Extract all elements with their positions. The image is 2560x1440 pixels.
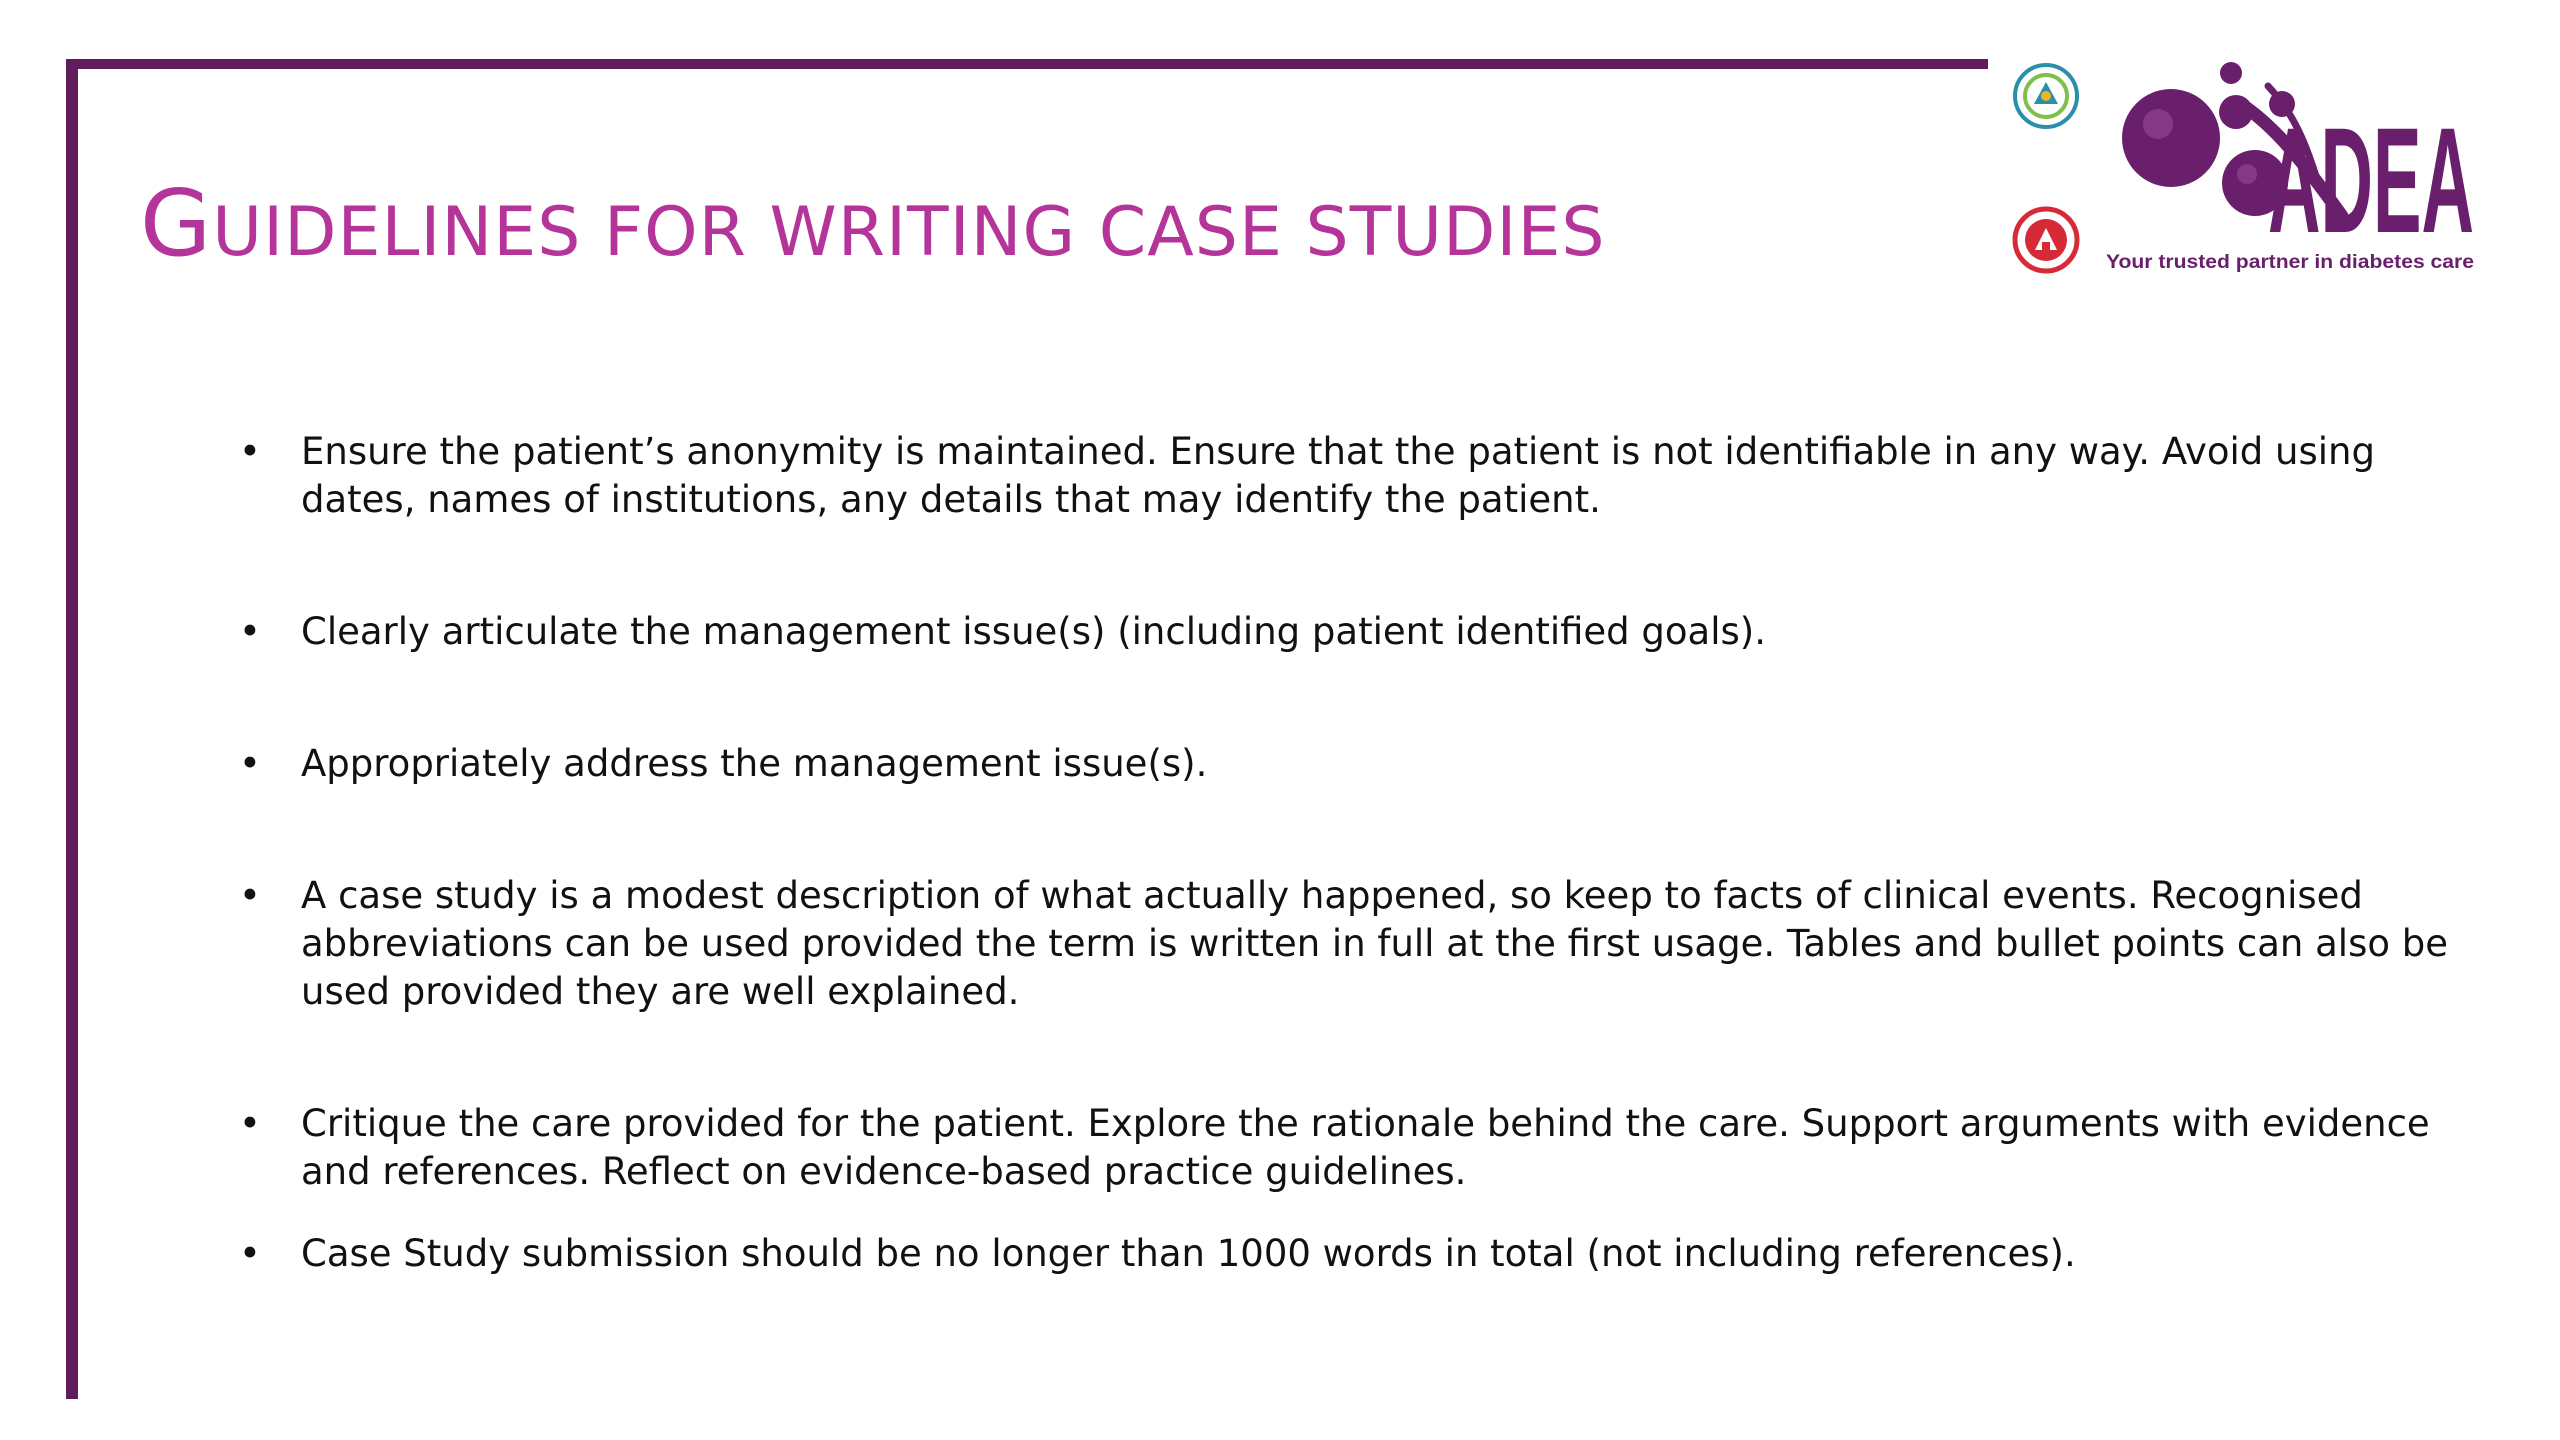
bullet-icon: • [239, 610, 261, 653]
adea-logo [2006, 56, 2476, 296]
bullet-text: Critique the care provided for the patient. Explore the rationale behind the care. Support arguments with evidence and references. Reflect on evidence-based practice guidelines. [301, 1102, 2430, 1193]
red-seal-icon [2015, 209, 2077, 271]
bullet-text: Appropriately address the management issue(s). [301, 742, 1208, 785]
bullet-text: A case study is a modest description of what actually happened, so keep to facts of clinical events. Recognised abbreviations can be used provided the term is written in full at the first usage. Tables and bullet points can also be used provided they are well explained. [301, 874, 2448, 1013]
seal-badge-icon [2015, 65, 2077, 127]
bullet-text: Ensure the patient’s anonymity is maintained. Ensure that the patient is not identifiable in any way. Avoid using dates, names of institutions, any details that may identify the patient. [301, 430, 2375, 521]
list-item [235, 872, 2465, 1016]
list-item [235, 608, 2465, 656]
frame-left-bar [66, 59, 78, 1399]
bullet-text: Case Study submission should be no longer than 1000 words in total (not including references). [301, 1232, 2076, 1275]
tagline: Your trusted partner in diabetes care [2106, 252, 2474, 273]
list-item [235, 1230, 2465, 1278]
title-initial: G [140, 170, 213, 277]
bullet-icon: • [239, 1102, 261, 1145]
list-item [235, 1100, 2465, 1196]
bullet-icon: • [239, 430, 261, 473]
list-item [235, 428, 2465, 524]
frame-top-bar [66, 59, 1988, 69]
bullet-icon: • [239, 874, 261, 917]
list-item [235, 740, 2465, 788]
title-rest: UIDELINES FOR WRITING CASE STUDIES [212, 193, 1606, 272]
bullet-icon: • [239, 742, 261, 785]
guidelines-list [235, 428, 2465, 1278]
bullet-text: Clearly articulate the management issue(s) (including patient identified goals). [301, 610, 1766, 653]
brand-text: ADEA [2268, 96, 2474, 264]
bullet-icon: • [239, 1232, 261, 1275]
slide-title [140, 170, 1606, 277]
